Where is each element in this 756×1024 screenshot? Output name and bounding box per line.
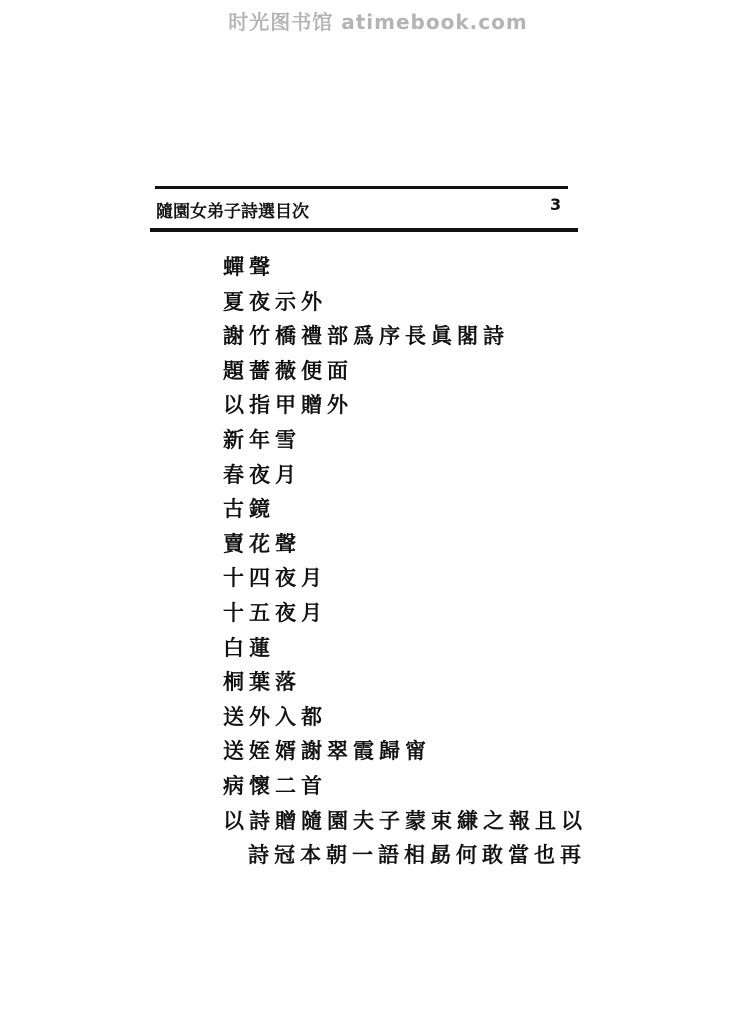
toc-entry: 桐葉落 bbox=[223, 669, 301, 695]
toc-entry: 古鏡 bbox=[223, 496, 275, 522]
header-rule-top bbox=[155, 186, 568, 189]
toc-entry: 賣花聲 bbox=[223, 530, 301, 556]
toc-entry: 題薔薇便面 bbox=[223, 357, 353, 383]
toc-entry: 謝竹橋禮部爲序長眞閣詩 bbox=[223, 323, 509, 349]
toc-entry: 十五夜月 bbox=[223, 599, 327, 625]
header-rule-bottom bbox=[150, 228, 578, 232]
toc-entry: 新年雪 bbox=[223, 426, 301, 452]
page-number: 3 bbox=[550, 195, 562, 214]
toc-entry: 春夜月 bbox=[223, 461, 301, 487]
toc-entry: 送外入都 bbox=[223, 703, 327, 729]
toc-entry: 送姪婿謝翠霞歸甯 bbox=[223, 738, 431, 764]
running-head: 隨園女弟子詩選目次 bbox=[156, 202, 309, 222]
toc-entry: 以指甲贈外 bbox=[223, 392, 353, 418]
toc-entry: 夏夜示外 bbox=[223, 288, 327, 314]
toc-entry: 以詩贈隨園夫子蒙束縑之報且以 bbox=[223, 807, 587, 833]
toc-entry: 蟬聲 bbox=[223, 254, 275, 279]
toc-entry: 十四夜月 bbox=[223, 565, 327, 591]
toc-entry: 病懷二首 bbox=[223, 772, 327, 798]
watermark: 时光图书馆 atimebook.com bbox=[228, 10, 528, 34]
toc-entry-continuation: 詩冠本朝一語相勗何敢當也再 bbox=[248, 842, 586, 868]
toc-entry: 白蓮 bbox=[223, 634, 275, 660]
table-of-contents bbox=[223, 250, 587, 873]
